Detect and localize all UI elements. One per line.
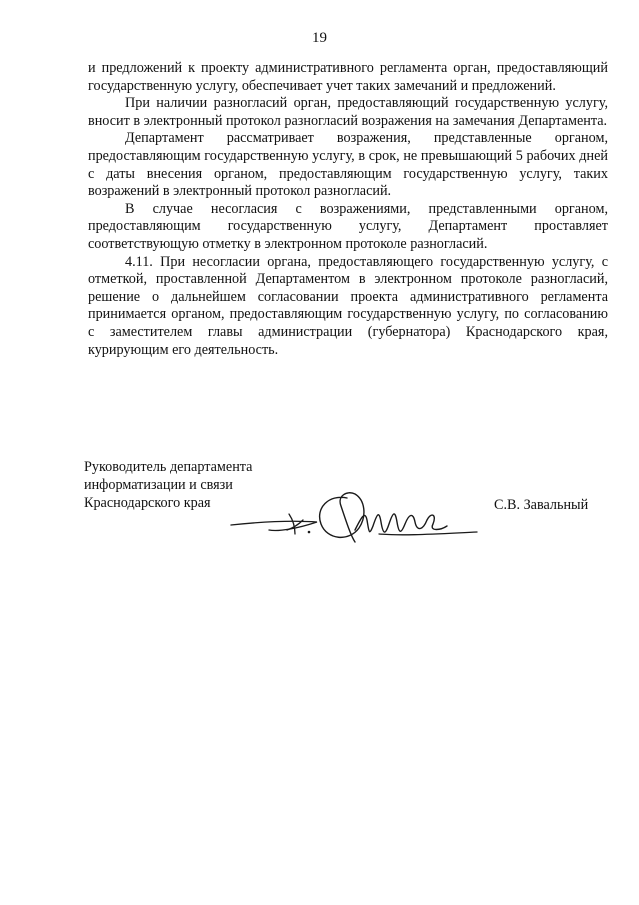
paragraph-continuation: и предложений к проекту административного регламента орган, предоставляющий государственную услугу, обеспечивает учет таких замечаний и предложений. (88, 60, 608, 94)
document-body (88, 60, 608, 359)
handwritten-signature (229, 480, 479, 550)
paragraph-section-4-11: 4.11. При несогласии органа, предоставляющего государственную услугу, с отметкой, проставленной Департаментом в электронном протоколе разногласий, решение о дальнейшем согласовании проекта административного регламента принимается органом, предоставляющим государственную услугу, по согласованию с заместителем главы администрации (губернатора) Краснодарского края, курирующим его деятельность. (88, 253, 608, 358)
paragraph-disagreements: При наличии разногласий орган, предоставляющий государственную услугу, вносит в электронный протокол разногласий возражения на замечания Департамента. (88, 95, 608, 129)
paragraph-department-review: Департамент рассматривает возражения, представленные органом, предоставляющим государственную услугу, в срок, не превышающий 5 рабочих дней с даты внесения органом, предоставляющим государственную услугу, таких возражений в электронный протокол разногласий. (88, 130, 608, 200)
signatory-name: С.В. Завальный (494, 497, 589, 513)
signatory-title-line: информатизации и связи (84, 477, 233, 493)
signatory-title-line: Краснодарского края (84, 495, 211, 511)
paragraph-non-agreement: В случае несогласия с возражениями, представленными органом, предоставляющим государственную услугу, Департамент проставляет соответствующую отметку в электронном протоколе разногласий. (88, 200, 608, 252)
signatory-title-line: Руководитель департамента (84, 459, 253, 475)
page-number: 19 (312, 30, 327, 46)
signature-block (84, 458, 609, 558)
